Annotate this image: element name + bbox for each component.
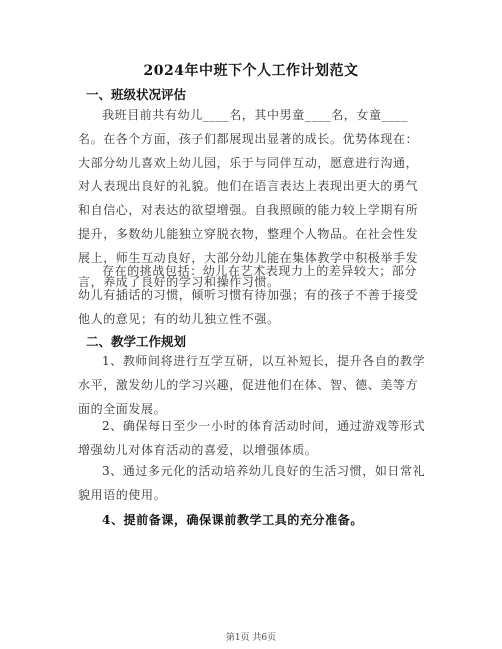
document-title: 2024年中班下个人工作计划范文 (143, 63, 359, 79)
section-heading-class-status: 一、班级状况评估 (86, 87, 187, 102)
paragraph-class-strengths: 我班目前共有幼儿____名，其中男童____名，女童____名。在各个方面，孩子们都展现出显著的成长。优势体现在：大部分幼儿喜欢上幼儿园，乐于与同伴互动，愿意进行沟通，对人表现出良好的礼貌。他们在语言表达上表现出更大的勇气和自信心，对表达的欲望增强。自我照顾的能力较上学期有所提升，多数幼儿能独立穿脱衣物，整理个人物品。在社会性发展上，师生互动良好，大部分幼儿能在集体教学中积极举手发言，养成了良好的学习和操作习惯。 (78, 108, 419, 289)
list-item-teaching-3: 3、通过多元化的活动培养幼儿良好的生活习惯，如日常礼貌用语的使用。 (78, 464, 426, 502)
section-heading-teaching-plan: 二、教学工作规划 (86, 334, 187, 349)
paragraph-class-challenges: 存在的挑战包括：幼儿在艺术表现力上的差异较大；部分幼儿有插话的习惯，倾听习惯有待加强；有的孩子不善于接受他人的意见；有的幼儿独立性不强。 (78, 264, 419, 326)
list-item-teaching-1: 1、教师间将进行互学互研，以互补短长，提升各自的教学水平，激发幼儿的学习兴趣，促进他们在体、智、德、美等方面的全面发展。 (78, 354, 426, 416)
page-footer: 第1页 共6页 (225, 633, 277, 643)
list-item-teaching-4: 4、提前备课，确保课前教学工具的充分准备。 (102, 513, 363, 527)
list-item-teaching-2: 2、确保每日至少一小时的体育活动时间，通过游戏等形式增强幼儿对体育活动的喜爱，以增强体质。 (78, 419, 426, 457)
